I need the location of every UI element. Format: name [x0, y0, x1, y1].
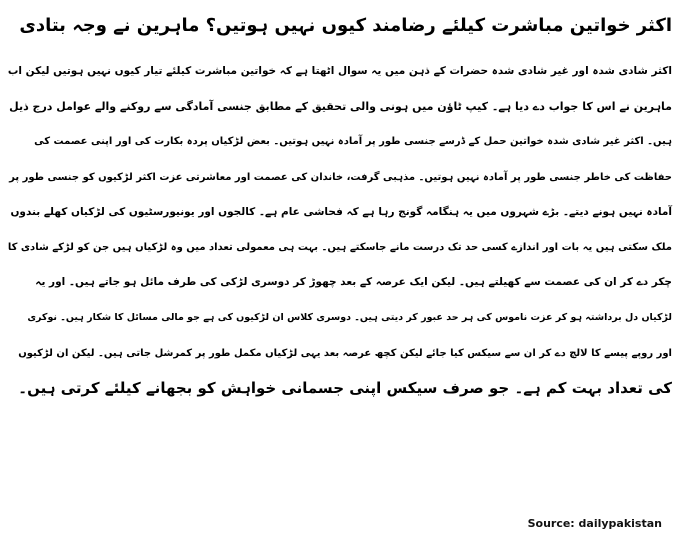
- body-line: اور روپے پیسے کا لالچ دے کر ان سے سیکس کیا جائے لیکن کچھ عرصہ بعد یہی لڑکیاں مکمل طور پر کمرشل جاتی ہیں۔ لیکن ان لڑکیوں: [18, 347, 672, 359]
- body-line: اکثر شادی شدہ اور غیر شادی شدہ حضرات کے ذہن میں یہ سوال اٹھتا ہے کہ خواتین مباشرت کیلئے تیار کیوں نہیں ہوتیں لیکن اب: [8, 65, 672, 77]
- body-line: آمادہ نہیں ہونے دیتے۔ بڑے شہروں میں یہ ہنگامہ گونج رہا ہے کہ فحاشی عام ہے۔ کالجوں اور یونیورسٹیوں کی لڑکیاں کھلے بندوں: [10, 205, 672, 218]
- body-line: چکر دے کر ان کی عصمت سے کھیلتے ہیں۔ لیکن ایک عرصہ کے بعد چھوڑ کر دوسری لڑکی کی طرف مائل ہو جاتے ہیں۔ اور یہ: [35, 276, 672, 289]
- article-body: [8, 54, 674, 406]
- article-headline: اکثر خواتین مباشرت کیلئے رضامند کیوں نہیں ہوتیں؟ ماہرین نے وجہ بتادی: [19, 15, 672, 36]
- body-line: لڑکیاں دل برداشتہ ہو کر عزت ناموس کی ہر حد عبور کر دیتی ہیں۔ دوسری کلاس ان لڑکیوں کی ہے جو مالی مسائل کا شکار ہیں۔ نوکری: [27, 312, 672, 324]
- body-line: ہیں۔ اکثر غیر شادی شدہ خواتین حمل کے ڈرسے جنسی طور پر آمادہ نہیں ہوتیں۔ بعض لڑکیاں پردہ بکارت کی اور اپنی عصمت کی: [34, 136, 672, 148]
- source-credit: Source: dailypakistan: [527, 517, 662, 530]
- body-line: کی تعداد بہت کم ہے۔ جو صرف سیکس اپنی جسمانی خواہش کو بجھانے کیلئے کرتی ہیں۔: [18, 378, 672, 397]
- article-page: [8, 6, 674, 552]
- body-line: حفاظت کی خاطر جنسی طور پر آمادہ نہیں ہوتیں۔ مذہبی گرفت، خاندان کی عصمت اور معاشرتی عزت اکثر لڑکیوں کو جنسی طور پر: [9, 171, 672, 183]
- body-line: ماہرین نے اس کا جواب دے دیا ہے۔ کیپ ٹاؤن میں ہونی والی تحقیق کے مطابق جنسی آمادگی سے روکنے والے عوامل درج ذیل: [9, 100, 672, 114]
- body-line: ملک سکتی ہیں یہ بات اور اندازے کسی حد تک درست مانے جاسکتے ہیں۔ بہت ہی معمولی تعداد میں وہ لڑکیاں ہیں جن کو لڑکے شادی کا: [8, 242, 672, 254]
